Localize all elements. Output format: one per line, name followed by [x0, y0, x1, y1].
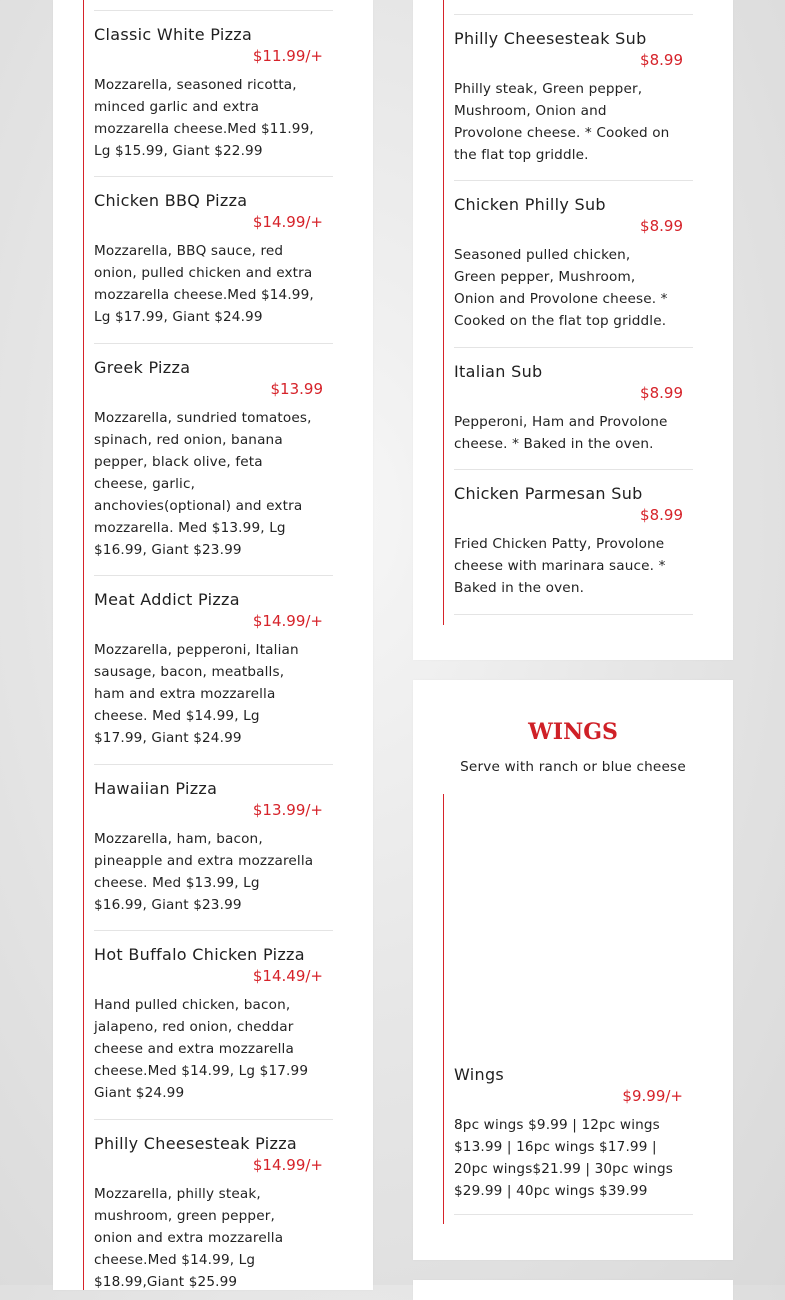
item-description: Pepperoni, Ham and Provolone cheese. * Baked in the oven.: [454, 414, 668, 452]
item-description: Mozzarella, ham, bacon, pineapple and extra mozzarella cheese. Med $13.99, Lg $16.99, Giant $23.99: [94, 831, 314, 913]
item-price: $13.99: [270, 380, 323, 398]
menu-item[interactable]: [94, 1119, 333, 1290]
menu-item[interactable]: [94, 930, 333, 1120]
item-price: $8.99: [640, 384, 683, 402]
item-price: $8.99: [640, 506, 683, 524]
item-price: $11.99/+: [252, 47, 323, 65]
item-name: Italian Sub: [454, 362, 543, 381]
section-title: WINGS: [528, 719, 618, 745]
divider: [454, 614, 693, 615]
menu-item[interactable]: [94, 575, 333, 765]
item-price: $8.99: [640, 51, 683, 69]
item-name: Chicken Parmesan Sub: [454, 484, 643, 503]
item-description: Mozzarella, BBQ sauce, red onion, pulled chicken and extra mozzarella cheese.Med $14.99, Lg $17.99, Giant $24.99: [94, 243, 314, 325]
item-name: Greek Pizza: [94, 358, 191, 377]
menu-item[interactable]: [454, 180, 693, 348]
pizza-menu-card: [53, 0, 373, 1290]
item-name: Meat Addict Pizza: [94, 590, 240, 609]
item-description: Philly steak, Green pepper, Mushroom, Onion and Provolone cheese. * Cooked on the flat top griddle.: [454, 81, 670, 163]
item-description: Mozzarella, pepperoni, Italian sausage, bacon, meatballs, ham and extra mozzarella cheese. Med $14.99, Lg $17.99, Giant $24.99: [94, 642, 299, 746]
item-name: Hawaiian Pizza: [94, 779, 218, 798]
item-description: Seasoned pulled chicken, Green pepper, Mushroom, Onion and Provolone cheese. * Cooked on the flat top griddle.: [454, 247, 668, 329]
item-name: Philly Cheesesteak Pizza: [94, 1134, 298, 1153]
item-price: $14.49/+: [252, 967, 323, 985]
item-description: Mozzarella, seasoned ricotta, minced garlic and extra mozzarella cheese.Med $11.99, Lg $15.99, Giant $22.99: [94, 77, 314, 159]
item-price: $14.99/+: [252, 213, 323, 231]
next-menu-card: [413, 1280, 733, 1300]
section-subtitle: Serve with ranch or blue cheese: [460, 759, 686, 775]
item-name: Philly Cheesesteak Sub: [454, 29, 647, 48]
item-price: $14.99/+: [252, 612, 323, 630]
accent-line: [83, 0, 84, 1290]
menu-item[interactable]: [94, 343, 333, 576]
menu-item[interactable]: [454, 347, 693, 470]
item-name: Hot Buffalo Chicken Pizza: [94, 945, 305, 964]
menu-item[interactable]: [454, 1051, 693, 1214]
wings-menu-card: [413, 680, 733, 1260]
item-name: Chicken BBQ Pizza: [94, 191, 248, 210]
item-price: $8.99: [640, 217, 683, 235]
accent-line: [443, 0, 444, 625]
menu-item[interactable]: [94, 764, 333, 931]
item-price: $14.99/+: [252, 1156, 323, 1174]
item-name: Chicken Philly Sub: [454, 195, 606, 214]
accent-line: [443, 794, 444, 1224]
item-description: Mozzarella, philly steak, mushroom, green pepper, onion and extra mozzarella cheese.Med $14.99, Lg $18.99,Giant $25.99: [94, 1186, 284, 1290]
item-price: $9.99/+: [622, 1087, 683, 1105]
divider: [454, 1214, 693, 1215]
item-name: Classic White Pizza: [94, 25, 253, 44]
subs-menu-card: [413, 0, 733, 660]
item-description: Hand pulled chicken, bacon, jalapeno, red onion, cheddar cheese and extra mozzarella cheese.Med $14.99, Lg $17.99 Giant $24.99: [94, 997, 309, 1101]
item-price: $13.99/+: [252, 801, 323, 819]
item-description: 8pc wings $9.99 | 12pc wings $13.99 | 16pc wings $17.99 | 20pc wings$21.99 | 30pc wings $29.99 | 40pc wings $39.99: [454, 1117, 674, 1199]
item-description: Mozzarella, sundried tomatoes, spinach, red onion, banana pepper, black olive, feta cheese, garlic, anchovies(optional) and extra mozzarella. Med $13.99, Lg $16.99, Giant $23.99: [94, 410, 312, 558]
menu-item[interactable]: [454, 469, 693, 615]
menu-item[interactable]: [94, 10, 333, 177]
item-description: Fried Chicken Patty, Provolone cheese with marinara sauce. * Baked in the oven.: [454, 536, 666, 596]
item-name: Wings: [454, 1065, 505, 1084]
menu-item[interactable]: [94, 176, 333, 344]
menu-item[interactable]: [454, 14, 693, 181]
